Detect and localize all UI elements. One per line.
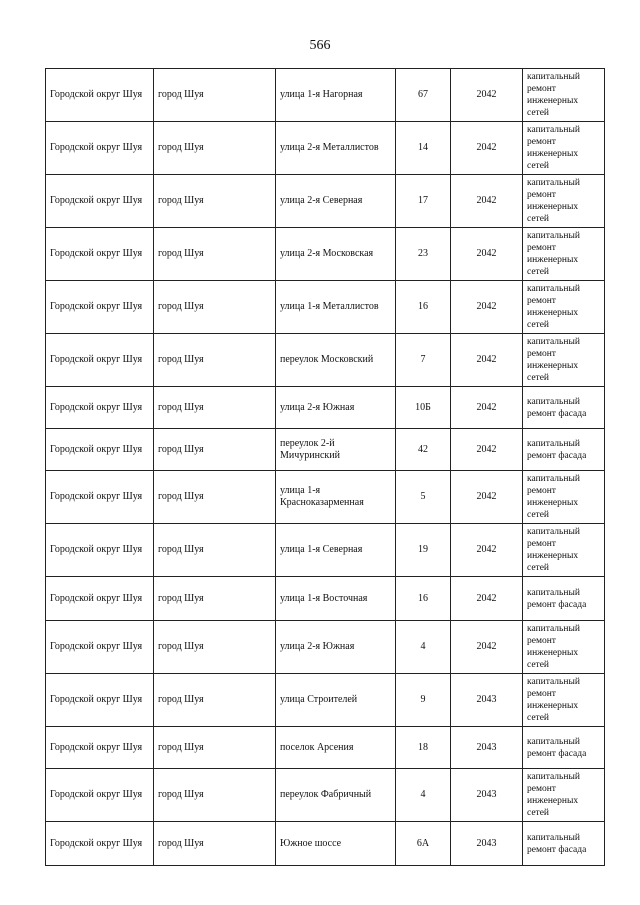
year-cell: 2042: [451, 228, 523, 281]
house-number-cell: 42: [396, 429, 451, 471]
table-row: [46, 727, 605, 769]
city-cell: город Шуя: [154, 524, 276, 577]
city-cell: город Шуя: [154, 281, 276, 334]
year-cell: 2042: [451, 577, 523, 621]
table-row: [46, 822, 605, 866]
work-type-cell: капитальный ремонт инженерных сетей: [523, 281, 605, 334]
district-cell: Городской округ Шуя: [46, 577, 154, 621]
city-cell: город Шуя: [154, 387, 276, 429]
work-type-cell: капитальный ремонт фасада: [523, 387, 605, 429]
district-cell: Городской округ Шуя: [46, 228, 154, 281]
work-type-cell: капитальный ремонт инженерных сетей: [523, 69, 605, 122]
year-cell: 2043: [451, 822, 523, 866]
district-cell: Городской округ Шуя: [46, 822, 154, 866]
table-row: [46, 387, 605, 429]
city-cell: город Шуя: [154, 471, 276, 524]
table-row: [46, 674, 605, 727]
work-type-cell: капитальный ремонт фасада: [523, 727, 605, 769]
house-number-cell: 16: [396, 577, 451, 621]
house-number-cell: 67: [396, 69, 451, 122]
city-cell: город Шуя: [154, 429, 276, 471]
city-cell: город Шуя: [154, 674, 276, 727]
street-cell: улица 2-я Южная: [276, 387, 396, 429]
work-type-cell: капитальный ремонт фасада: [523, 429, 605, 471]
district-cell: Городской округ Шуя: [46, 122, 154, 175]
table-row: [46, 122, 605, 175]
table-row: [46, 524, 605, 577]
year-cell: 2043: [451, 769, 523, 822]
street-cell: улица Строителей: [276, 674, 396, 727]
district-cell: Городской округ Шуя: [46, 727, 154, 769]
city-cell: город Шуя: [154, 577, 276, 621]
street-cell: улица 1-я Восточная: [276, 577, 396, 621]
street-cell: улица 1-я Металлистов: [276, 281, 396, 334]
repair-schedule-table: [45, 68, 605, 866]
district-cell: Городской округ Шуя: [46, 429, 154, 471]
year-cell: 2042: [451, 524, 523, 577]
district-cell: Городской округ Шуя: [46, 621, 154, 674]
district-cell: Городской округ Шуя: [46, 69, 154, 122]
street-cell: поселок Арсения: [276, 727, 396, 769]
house-number-cell: 14: [396, 122, 451, 175]
house-number-cell: 7: [396, 334, 451, 387]
work-type-cell: капитальный ремонт инженерных сетей: [523, 621, 605, 674]
work-type-cell: капитальный ремонт инженерных сетей: [523, 524, 605, 577]
district-cell: Городской округ Шуя: [46, 471, 154, 524]
city-cell: город Шуя: [154, 769, 276, 822]
work-type-cell: капитальный ремонт инженерных сетей: [523, 674, 605, 727]
district-cell: Городской округ Шуя: [46, 674, 154, 727]
year-cell: 2043: [451, 674, 523, 727]
house-number-cell: 5: [396, 471, 451, 524]
year-cell: 2042: [451, 429, 523, 471]
street-cell: улица 1-я Нагорная: [276, 69, 396, 122]
house-number-cell: 23: [396, 228, 451, 281]
work-type-cell: капитальный ремонт фасада: [523, 577, 605, 621]
house-number-cell: 17: [396, 175, 451, 228]
city-cell: город Шуя: [154, 822, 276, 866]
table-row: [46, 769, 605, 822]
table-row: [46, 334, 605, 387]
street-cell: переулок Московский: [276, 334, 396, 387]
page-number: 566: [309, 38, 331, 53]
table-row: [46, 429, 605, 471]
district-cell: Городской округ Шуя: [46, 524, 154, 577]
city-cell: город Шуя: [154, 228, 276, 281]
work-type-cell: капитальный ремонт инженерных сетей: [523, 471, 605, 524]
house-number-cell: 6А: [396, 822, 451, 866]
city-cell: город Шуя: [154, 621, 276, 674]
year-cell: 2042: [451, 122, 523, 175]
year-cell: 2042: [451, 334, 523, 387]
city-cell: город Шуя: [154, 122, 276, 175]
year-cell: 2042: [451, 281, 523, 334]
street-cell: переулок Фабричный: [276, 769, 396, 822]
table-row: [46, 69, 605, 122]
table-row: [46, 281, 605, 334]
work-type-cell: капитальный ремонт фасада: [523, 822, 605, 866]
street-cell: переулок 2-й Мичуринский: [276, 429, 396, 471]
house-number-cell: 16: [396, 281, 451, 334]
city-cell: город Шуя: [154, 727, 276, 769]
house-number-cell: 9: [396, 674, 451, 727]
house-number-cell: 18: [396, 727, 451, 769]
house-number-cell: 19: [396, 524, 451, 577]
district-cell: Городской округ Шуя: [46, 281, 154, 334]
table-row: [46, 621, 605, 674]
street-cell: улица 2-я Московская: [276, 228, 396, 281]
street-cell: улица 1-я Северная: [276, 524, 396, 577]
work-type-cell: капитальный ремонт инженерных сетей: [523, 769, 605, 822]
city-cell: город Шуя: [154, 69, 276, 122]
district-cell: Городской округ Шуя: [46, 769, 154, 822]
street-cell: улица 2-я Металлистов: [276, 122, 396, 175]
work-type-cell: капитальный ремонт инженерных сетей: [523, 334, 605, 387]
district-cell: Городской округ Шуя: [46, 387, 154, 429]
table-row: [46, 471, 605, 524]
year-cell: 2042: [451, 471, 523, 524]
street-cell: улица 2-я Южная: [276, 621, 396, 674]
street-cell: улица 1-я Красноказарменная: [276, 471, 396, 524]
year-cell: 2042: [451, 387, 523, 429]
year-cell: 2043: [451, 727, 523, 769]
district-cell: Городской округ Шуя: [46, 334, 154, 387]
table-row: [46, 577, 605, 621]
street-cell: улица 2-я Северная: [276, 175, 396, 228]
work-type-cell: капитальный ремонт инженерных сетей: [523, 228, 605, 281]
table-body: [46, 69, 605, 866]
house-number-cell: 4: [396, 621, 451, 674]
table-row: [46, 175, 605, 228]
table-row: [46, 228, 605, 281]
year-cell: 2042: [451, 621, 523, 674]
year-cell: 2042: [451, 175, 523, 228]
city-cell: город Шуя: [154, 175, 276, 228]
city-cell: город Шуя: [154, 334, 276, 387]
district-cell: Городской округ Шуя: [46, 175, 154, 228]
year-cell: 2042: [451, 69, 523, 122]
house-number-cell: 4: [396, 769, 451, 822]
house-number-cell: 10Б: [396, 387, 451, 429]
work-type-cell: капитальный ремонт инженерных сетей: [523, 175, 605, 228]
street-cell: Южное шоссе: [276, 822, 396, 866]
work-type-cell: капитальный ремонт инженерных сетей: [523, 122, 605, 175]
